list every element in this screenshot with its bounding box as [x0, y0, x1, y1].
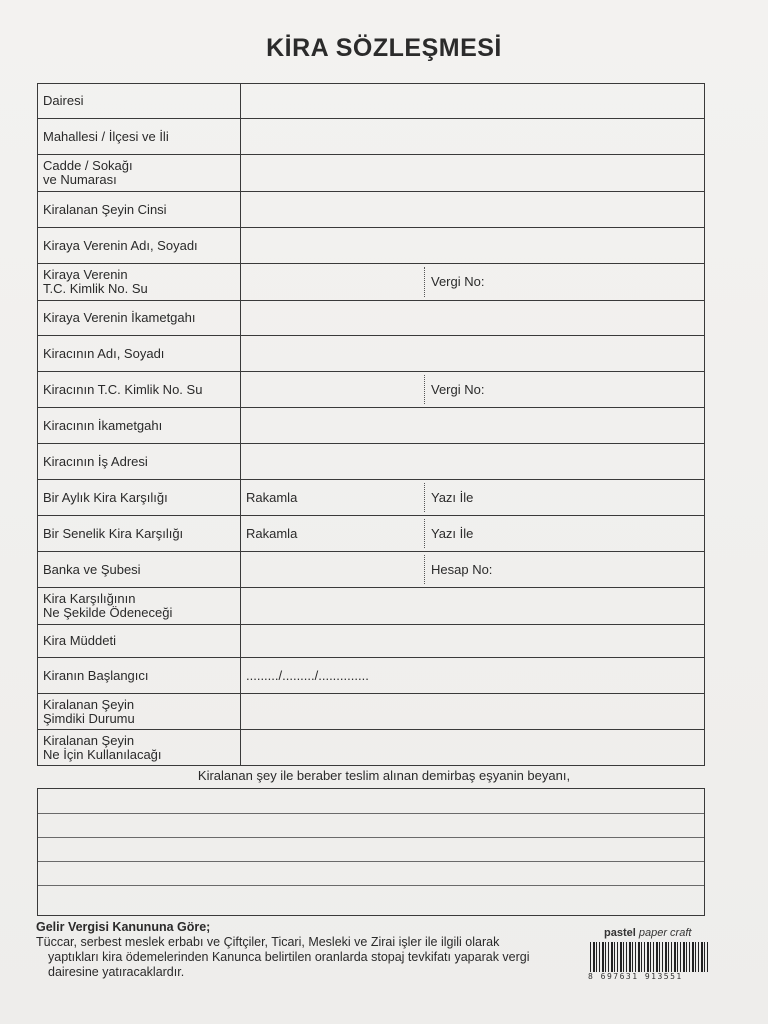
secondary-field-label: Vergi No: [431, 381, 485, 397]
row-label: Kiralanan Şeyin Ne İçin Kullanılacağı [38, 730, 241, 766]
form-row [38, 119, 705, 155]
tax-note-heading: Gelir Vergisi Kanununa Göre; [36, 920, 211, 934]
row-value-field[interactable] [241, 730, 705, 766]
dotted-divider [424, 519, 425, 548]
form-row [38, 84, 705, 119]
tax-note-line: dairesine yatıracaklardır. [48, 965, 185, 979]
secondary-field-label: Yazı İle [431, 525, 474, 541]
form-row [38, 155, 705, 192]
row-value-field[interactable] [241, 694, 705, 730]
tax-note-line: yaptıkları kira ödemelerinden Kanunca belirtilen oranlarda stopaj tevkifatı yaparak vergi [48, 950, 530, 964]
form-row [38, 730, 705, 766]
form-row [38, 694, 705, 730]
row-label: Bir Senelik Kira Karşılığı [38, 516, 241, 552]
row-value-split [246, 553, 699, 586]
page-title: KİRA SÖZLEŞMESİ [266, 34, 502, 62]
row-value-split [246, 517, 699, 550]
row-value-field[interactable] [241, 372, 705, 408]
row-label: Mahallesi / İlçesi ve İli [38, 119, 241, 155]
brand-logo [604, 927, 691, 939]
row-value-field[interactable] [241, 480, 705, 516]
tax-note [36, 920, 596, 980]
row-label: Kiracının İkametgahı [38, 408, 241, 444]
row-label: Kiralanan Şeyin Cinsi [38, 192, 241, 228]
dotted-divider [424, 483, 425, 512]
form-row [38, 480, 705, 516]
form-row [38, 516, 705, 552]
dotted-divider [424, 267, 425, 297]
row-value-field[interactable] [241, 625, 705, 658]
dotted-divider [424, 375, 425, 404]
secondary-field-label: Hesap No: [431, 561, 493, 577]
row-label: Kiraya Verenin Adı, Soyadı [38, 228, 241, 264]
row-label: Cadde / Sokağı ve Numarası [38, 155, 241, 192]
inventory-line [38, 885, 704, 886]
row-label: Kira Müddeti [38, 625, 241, 658]
row-value-field[interactable] [241, 192, 705, 228]
form-row [38, 588, 705, 625]
start-date-placeholder[interactable]: ........./........./.............. [246, 667, 369, 683]
row-value-field[interactable] [241, 658, 705, 694]
row-value-split [246, 481, 699, 514]
row-value-field[interactable] [241, 84, 705, 119]
secondary-field-label: Vergi No: [431, 274, 485, 289]
inventory-line [38, 837, 704, 838]
form-row [38, 264, 705, 301]
barcode-number: 8 697631 913551 [588, 972, 683, 981]
row-value-field[interactable] [241, 336, 705, 372]
row-value-field[interactable] [241, 228, 705, 264]
row-label: Kiracının T.C. Kimlik No. Su [38, 372, 241, 408]
brand-tagline: paper craft [638, 927, 692, 939]
form-row [38, 192, 705, 228]
row-value-field[interactable] [241, 155, 705, 192]
brand-name: pastel [604, 927, 636, 939]
row-value-split [246, 265, 699, 299]
row-label: Kiralanan Şeyin Şimdiki Durumu [38, 694, 241, 730]
form-row [38, 408, 705, 444]
inventory-box[interactable] [37, 788, 705, 916]
barcode-icon [590, 942, 708, 972]
amount-numeric-label: Rakamla [246, 525, 298, 541]
form-row [38, 444, 705, 480]
row-label: Bir Aylık Kira Karşılığı [38, 480, 241, 516]
row-value-field[interactable] [241, 119, 705, 155]
row-value-field[interactable] [241, 301, 705, 336]
row-value-field[interactable] [241, 588, 705, 625]
tax-note-line: Tüccar, serbest meslek erbabı ve Çiftçiler, Ticari, Mesleki ve Zirai işler ile ilgili olarak [36, 935, 500, 949]
row-value-field[interactable] [241, 552, 705, 588]
row-value-field[interactable] [241, 444, 705, 480]
form-row [38, 372, 705, 408]
form-row [38, 658, 705, 694]
dotted-divider [424, 555, 425, 584]
form-row [38, 336, 705, 372]
form-row [38, 228, 705, 264]
row-label: Dairesi [38, 84, 241, 119]
form-row [38, 301, 705, 336]
secondary-field-label: Yazı İle [431, 489, 474, 505]
row-value-split [246, 659, 699, 692]
row-value-field[interactable] [241, 408, 705, 444]
row-label: Banka ve Şubesi [38, 552, 241, 588]
row-value-field[interactable] [241, 264, 705, 301]
amount-numeric-label: Rakamla [246, 489, 298, 505]
row-label: Kiracının Adı, Soyadı [38, 336, 241, 372]
inventory-line [38, 861, 704, 862]
row-label: Kiraya Verenin İkametgahı [38, 301, 241, 336]
row-label: Kiranın Başlangıcı [38, 658, 241, 694]
row-label: Kiracının İş Adresi [38, 444, 241, 480]
inventory-line [38, 813, 704, 814]
row-label: Kira Karşılığının Ne Şekilde Ödeneceği [38, 588, 241, 625]
form-row [38, 625, 705, 658]
declaration-text: Kiralanan şey ile beraber teslim alınan demirbaş eşyanin beyanı, [197, 768, 571, 783]
row-value-field[interactable] [241, 516, 705, 552]
contract-table [37, 83, 705, 766]
row-label: Kiraya Verenin T.C. Kimlik No. Su [38, 264, 241, 301]
form-row [38, 552, 705, 588]
row-value-split [246, 373, 699, 406]
